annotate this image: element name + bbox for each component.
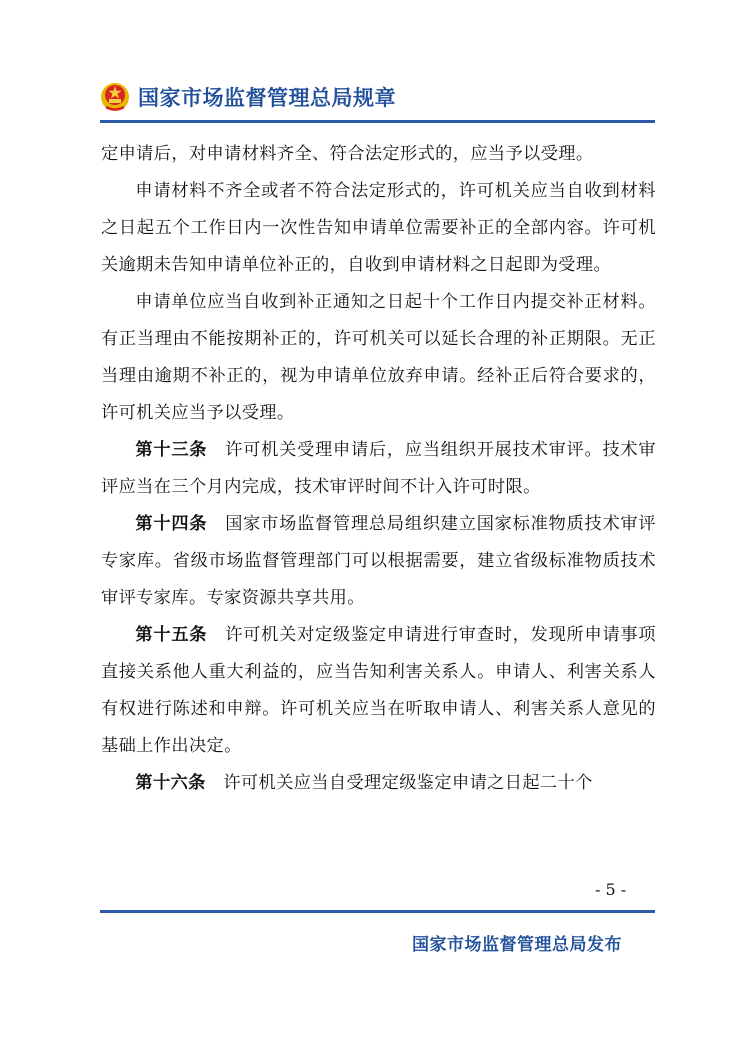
- page-number: - 5 -: [595, 880, 627, 899]
- header-divider: [100, 120, 655, 123]
- publisher-label: 国家市场监督管理总局发布: [412, 935, 622, 955]
- article-label: 第十三条: [135, 440, 208, 460]
- article-label: 第十六条: [135, 773, 206, 793]
- article-text: 国家市场监督管理总局组织建立国家标准物质技术审评专家库。省级市场监督管理部门可以根据需要，建立省级标准物质技术审评专家库。专家资源共享共用。: [101, 514, 656, 608]
- document-body: [101, 136, 656, 802]
- national-emblem-icon: [100, 80, 130, 112]
- article-text: 许可机关受理申请后，应当组织开展技术审评。技术审评应当在三个月内完成，技术审评时间不计入许可时限。: [101, 440, 656, 497]
- page-header: [100, 78, 655, 118]
- article-16: [101, 765, 656, 802]
- article-14: [101, 506, 656, 617]
- paragraph: 申请单位应当自收到补正通知之日起十个工作日内提交补正材料。有正当理由不能按期补正的，许可机关可以延长合理的补正期限。无正当理由逾期不补正的，视为申请单位放弃申请。经补正后符合要求的，许可机关应当予以受理。: [101, 292, 656, 423]
- footer-divider: [100, 910, 655, 913]
- article-label: 第十四条: [135, 514, 208, 534]
- article-text: 许可机关应当自受理定级鉴定申请之日起二十个: [223, 773, 593, 793]
- page-title: 国家市场监督管理总局规章: [138, 86, 396, 110]
- article-text: 许可机关对定级鉴定申请进行审查时，发现所申请事项直接关系他人重大利益的，应当告知利害关系人。申请人、利害关系人有权进行陈述和申辩。许可机关应当在听取申请人、利害关系人意见的基础上作出决定。: [101, 625, 656, 756]
- article-15: [101, 617, 656, 765]
- article-13: [101, 432, 656, 506]
- paragraph: 申请材料不齐全或者不符合法定形式的，许可机关应当自收到材料之日起五个工作日内一次性告知申请单位需要补正的全部内容。许可机关逾期未告知申请单位补正的，自收到申请材料之日起即为受理。: [101, 181, 656, 275]
- article-label: 第十五条: [135, 625, 208, 645]
- paragraph-continuation: 定申请后，对申请材料齐全、符合法定形式的，应当予以受理。: [101, 144, 594, 164]
